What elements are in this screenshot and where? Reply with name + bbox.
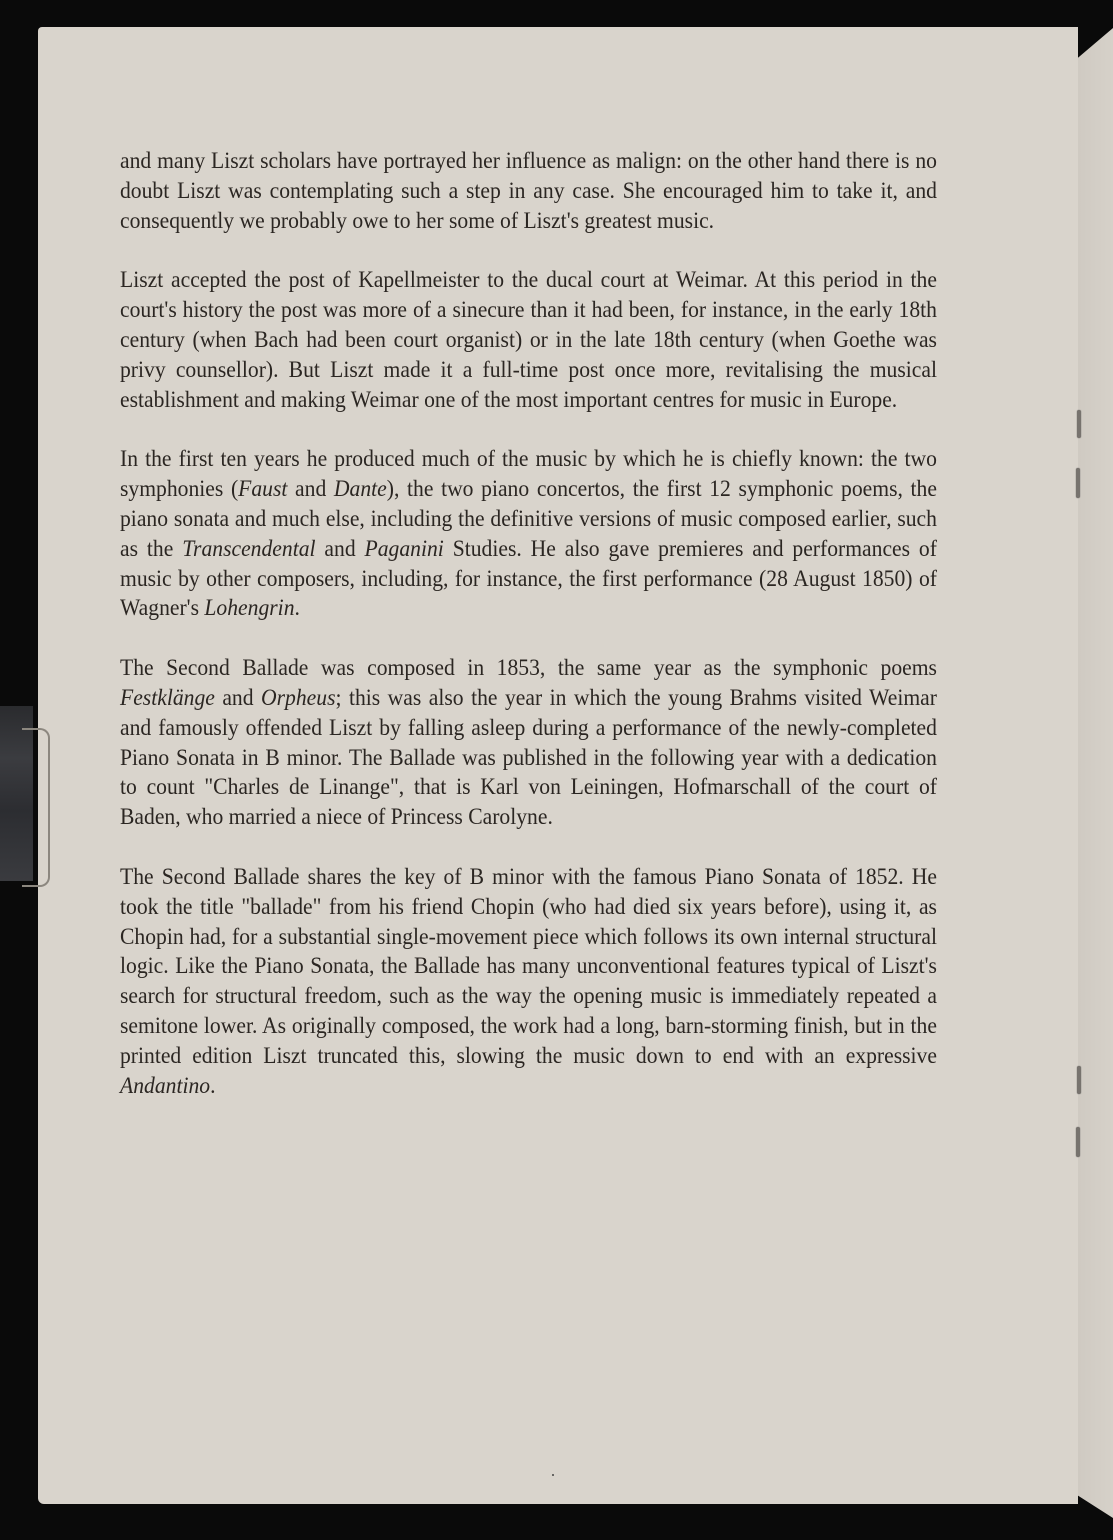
text-run: and many Liszt scholars have portrayed her influence as malign: on the other hand there is no doubt Liszt was contemplating such a step in any case. She encouraged him to take it, and consequently we probably owe to her some of Liszt's greatest music. — [120, 148, 937, 234]
staple-icon — [1077, 410, 1081, 438]
staple-icon — [1077, 1066, 1081, 1094]
staple-icon — [1076, 468, 1080, 498]
paragraph-1 — [120, 147, 937, 236]
italic-title: Paganini — [364, 535, 444, 562]
text-run: In the first ten years he produced much of the music by which he is chiefly known: the two symphonies ( — [120, 446, 937, 503]
text-run: Liszt accepted the post of Kapellmeister to the ducal court at Weimar. At this period in the court's history the post was more of a sinecure than it had been, for instance, in the early 18th century (when Bach had been court organist) or in the late 18th century (when Goethe was privy counsellor). But Liszt made it a full-time post once more, revitalising the musical establishment and making Weimar one of the most important centres for music in Europe. — [120, 267, 937, 413]
text-run: Studies. He also gave premieres and performances of music by other composers, including, for instance, the first performance (28 August 1850) of Wagner's — [120, 535, 937, 622]
italic-title: Faust — [238, 476, 288, 503]
page-edge — [1078, 28, 1113, 1518]
binder-clip-loop — [22, 728, 50, 887]
text-run: . — [294, 595, 300, 622]
text-run: . — [210, 1072, 216, 1099]
italic-title: Lohengrin — [204, 595, 295, 622]
italic-title: Dante — [333, 476, 387, 503]
italic-title: Andantino — [120, 1072, 211, 1099]
italic-title: Festklänge — [120, 684, 215, 711]
document-body — [120, 147, 937, 1131]
text-run: ), the two piano concertos, the first 12 symphonic poems, the piano sonata and much else, including the definitive versions of music composed earlier, such as the — [120, 476, 937, 562]
text-run: The Second Ballade was composed in 1853, the same year as the symphonic poems — [120, 655, 937, 682]
text-run: ; this was also the year in which the young Brahms visited Weimar and famously offended Liszt by falling asleep during a performance of the newly-completed Piano Sonata in B minor. The Ballade was published in the following year with a dedication to count "Charles de Linange", that is Karl von Leiningen, Hofmarschall of the court of Baden, who married a niece of Princess Carolyne. — [120, 684, 937, 831]
staple-icon — [1076, 1127, 1080, 1157]
italic-title: Orpheus — [261, 684, 336, 711]
paragraph-5 — [120, 863, 937, 1101]
paragraph-4 — [120, 654, 937, 833]
italic-title: Transcendental — [182, 535, 316, 562]
page-speck — [552, 1474, 554, 1476]
paragraph-3 — [120, 445, 937, 624]
text-run: and — [287, 476, 334, 503]
text-run: and — [214, 684, 262, 711]
paragraph-2 — [120, 266, 937, 415]
text-run: and — [315, 535, 365, 562]
text-run: The Second Ballade shares the key of B minor with the famous Piano Sonata of 1852. He took the title "ballade" from his friend Chopin (who had died six years before), using it, as Chopin had, for a substantial single-movement piece which follows its own internal structural logic. Like the Piano Sonata, the Ballade has many unconventional features typical of Liszt's search for structural freedom, such as the way the opening music is immediately repeated a semitone lower. As originally composed, the work had a long, barn-storming finish, but in the printed edition Liszt truncated this, slowing the music down to end with an expressive — [120, 863, 937, 1069]
